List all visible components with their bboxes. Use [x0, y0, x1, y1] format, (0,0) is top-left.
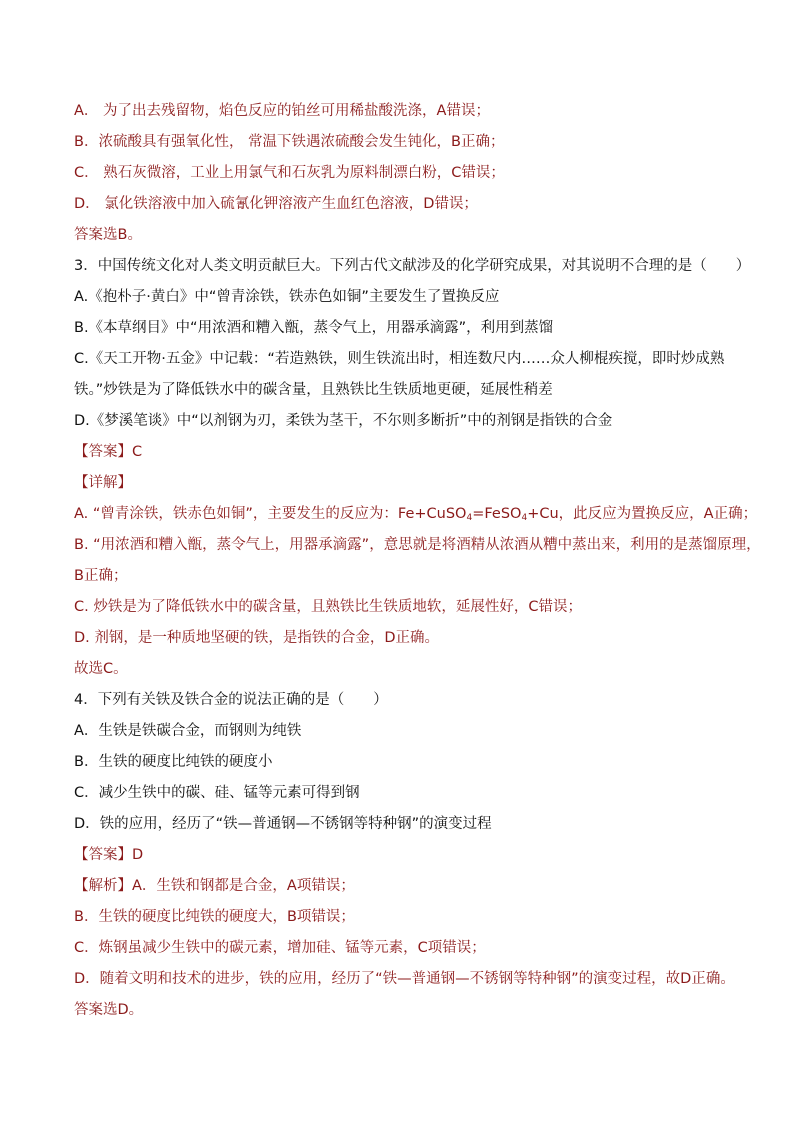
q3-answer: 【答案】C [74, 444, 143, 460]
q4-stem: 4．下列有关铁及铁合金的说法正确的是（ ） [74, 692, 388, 708]
q4-analysis-a: 【解析】A．生铁和钢都是合金，A项错误； [74, 878, 355, 894]
q4-analysis-c: C．炼钢虽减少生铁中的碳元素，增加硅、锰等元素，C项错误； [74, 940, 486, 956]
q4-option-d: D．铁的应用，经历了“铁—普通钢—不锈钢等特种钢”的演变过程 [74, 816, 492, 832]
q3-detail-b-line2: B正确； [74, 568, 128, 584]
q3-option-c-line2: 铁。”炒铁是为了降低铁水中的碳含量，且熟铁比生铁质地更硬，延展性稍差 [74, 382, 553, 398]
q3-detail-d: D. 剂钢，是一种质地坚硬的铁，是指铁的合金，D正确。 [74, 630, 440, 646]
q4-analysis-d: D．随着文明和技术的进步，铁的应用，经历了“铁—普通钢—不锈钢等特种钢”的演变过程，故D正确。 [74, 971, 735, 987]
q3-detail-heading: 【详解】 [74, 475, 132, 491]
q3-option-d: D.《梦溪笔谈》中“以剂钢为刃，柔铁为茎干，不尔则多断折”中的剂钢是指铁的合金 [74, 413, 613, 429]
q3-option-b: B.《本草纲目》中“用浓酒和糟入甑，蒸令气上，用器承滴露”，利用到蒸馏 [74, 320, 554, 336]
q3-detail-c: C. 炒铁是为了降低铁水中的碳含量，且熟铁比生铁质地软，延展性好，C错误； [74, 599, 582, 615]
q2-conclusion: 答案选B。 [74, 227, 142, 243]
q4-option-b: B．生铁的硬度比纯铁的硬度小 [74, 754, 273, 770]
q4-option-a: A．生铁是铁碳合金，而钢则为纯铁 [74, 723, 302, 739]
q4-analysis-heading: 【解析】 [74, 878, 132, 894]
q4-option-c: C．减少生铁中的碳、硅、锰等元素可得到钢 [74, 785, 360, 801]
q3-option-c-line1: C.《天工开物·五金》中记载：“若造熟铁，则生铁流出时，相连数尺内……众人柳棍疾搅，即时炒成熟 [74, 351, 725, 367]
q3-conclusion: 故选C。 [74, 661, 128, 677]
q3-stem: 3．中国传统文化对人类文明贡献巨大。下列古代文献涉及的化学研究成果，对其说明不合理的是（ ） [74, 258, 751, 274]
q3-option-a: A.《抱朴子·黄白》中“曾青涂铁，铁赤色如铜”主要发生了置换反应 [74, 289, 500, 305]
q2-explanation-b: B．浓硫酸具有强氧化性， 常温下铁遇浓硫酸会发生钝化，B正确； [74, 134, 505, 150]
q4-conclusion: 答案选D。 [74, 1002, 144, 1018]
q2-explanation-c: C． 熟石灰微溶，工业上用氯气和石灰乳为原料制漂白粉，C错误； [74, 165, 505, 181]
q2-explanation-d: D． 氯化铁溶液中加入硫氰化钾溶液产生血红色溶液，D错误； [74, 196, 478, 212]
q3-detail-a: A. “曾青涂铁，铁赤色如铜”，主要发生的反应为：Fe+CuSO$_4$=FeSO$_4$+Cu，此反应为置换反应，A正确； [74, 506, 758, 523]
q4-analysis-b: B．生铁的硬度比纯铁的硬度大，B项错误； [74, 909, 355, 925]
q2-explanation-a: A． 为了出去残留物，焰色反应的铂丝可用稀盐酸洗涤，A错误； [74, 103, 490, 119]
q3-detail-b-line1: B. “用浓酒和糟入甑，蒸令气上，用器承滴露”，意思就是将酒精从浓酒从糟中蒸出来，利用的是蒸馏原理， [74, 537, 761, 553]
q4-answer: 【答案】D [74, 847, 144, 863]
